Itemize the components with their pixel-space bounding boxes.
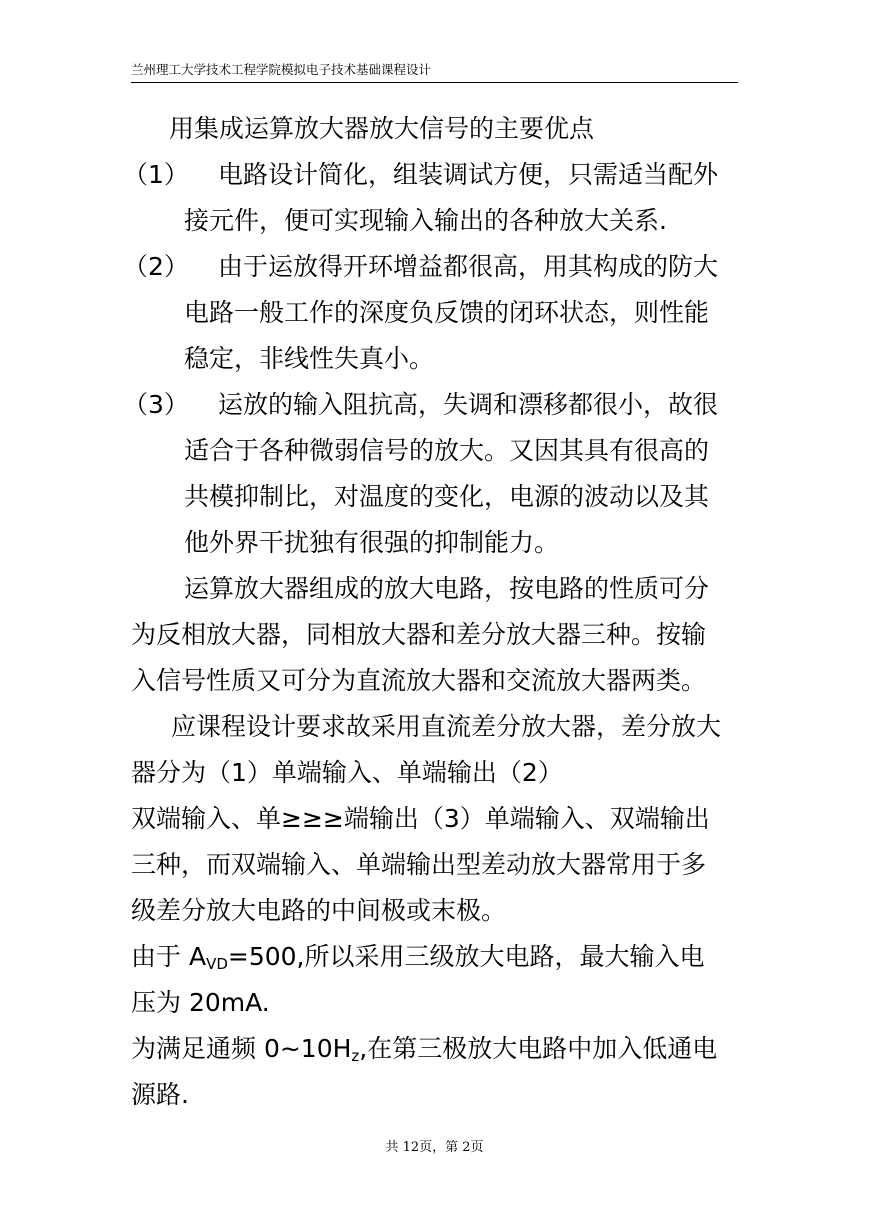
section-title: 用集成运算放大器放大信号的主要优点: [169, 114, 595, 143]
paragraph-line: 应课程设计要求故采用直流差分放大器，差分放大: [171, 712, 722, 741]
list-item-text: 共模抑制比，对温度的变化，电源的波动以及其: [184, 482, 710, 511]
list-item-text: 接元件，便可实现输入输出的各种放大关系.: [184, 206, 667, 235]
list-item-text: 由于运放得开环增益都很高，用其构成的防大: [218, 252, 719, 281]
list-item-number: （2）: [123, 252, 189, 281]
list-item-text: 适合于各种微弱信号的放大。又因其具有很高的: [184, 436, 710, 465]
subscript: z: [351, 1047, 360, 1065]
paragraph-line: 级差分放大电路的中间极或末极。: [131, 896, 507, 925]
document-body: [123, 106, 739, 1118]
text-run: ,在第三极放大电路中加入低通电: [359, 1034, 718, 1063]
list-item-1: [123, 152, 739, 198]
list-item-number: （1）: [123, 160, 189, 189]
paragraph-line: 入信号性质又可分为直流放大器和交流放大器两类。: [131, 666, 707, 695]
text-run: 由于 A: [131, 942, 207, 971]
page-header: 兰州理工大学技术工程学院模拟电子技术基础课程设计: [131, 60, 738, 83]
list-item-text: 电路设计简化，组装调试方便，只需适当配外: [218, 160, 719, 189]
formula-line: [131, 934, 739, 980]
paragraph-line: 器分为（1）单端输入、单端输出（2）: [131, 758, 563, 787]
subscript: VD: [206, 955, 228, 973]
list-item-text: 他外界干扰独有很强的抑制能力。: [184, 528, 560, 557]
list-item-text: 电路一般工作的深度负反馈的闭环状态，则性能: [184, 298, 710, 327]
paragraph-line: 三种，而双端输入、单端输出型差动放大器常用于多: [131, 850, 707, 879]
page-footer: 共 12页，第 2页: [385, 1140, 484, 1155]
paragraph-line: 运算放大器组成的放大电路，按电路的性质可分: [184, 574, 710, 603]
paragraph-line: 压为 20mA.: [131, 988, 270, 1017]
formula-line: [131, 1026, 739, 1072]
list-item-number: （3）: [123, 390, 189, 419]
text-run: 为满足通频 0~10H: [131, 1034, 352, 1063]
paragraph-line: 双端输入、单≥≥≥端输出（3）单端输入、双端输出: [131, 804, 710, 833]
list-item-text: 运放的输入阻抗高，失调和漂移都很小，故很: [218, 390, 719, 419]
paragraph-line: 为反相放大器，同相放大器和差分放大器三种。按输: [131, 620, 707, 649]
paragraph-line: 源路.: [131, 1080, 189, 1109]
text-run: =500,所以采用三级放大电路，最大输入电: [227, 942, 705, 971]
list-item-text: 稳定，非线性失真小。: [184, 344, 435, 373]
list-item-3: [123, 382, 739, 428]
list-item-2: [123, 244, 739, 290]
